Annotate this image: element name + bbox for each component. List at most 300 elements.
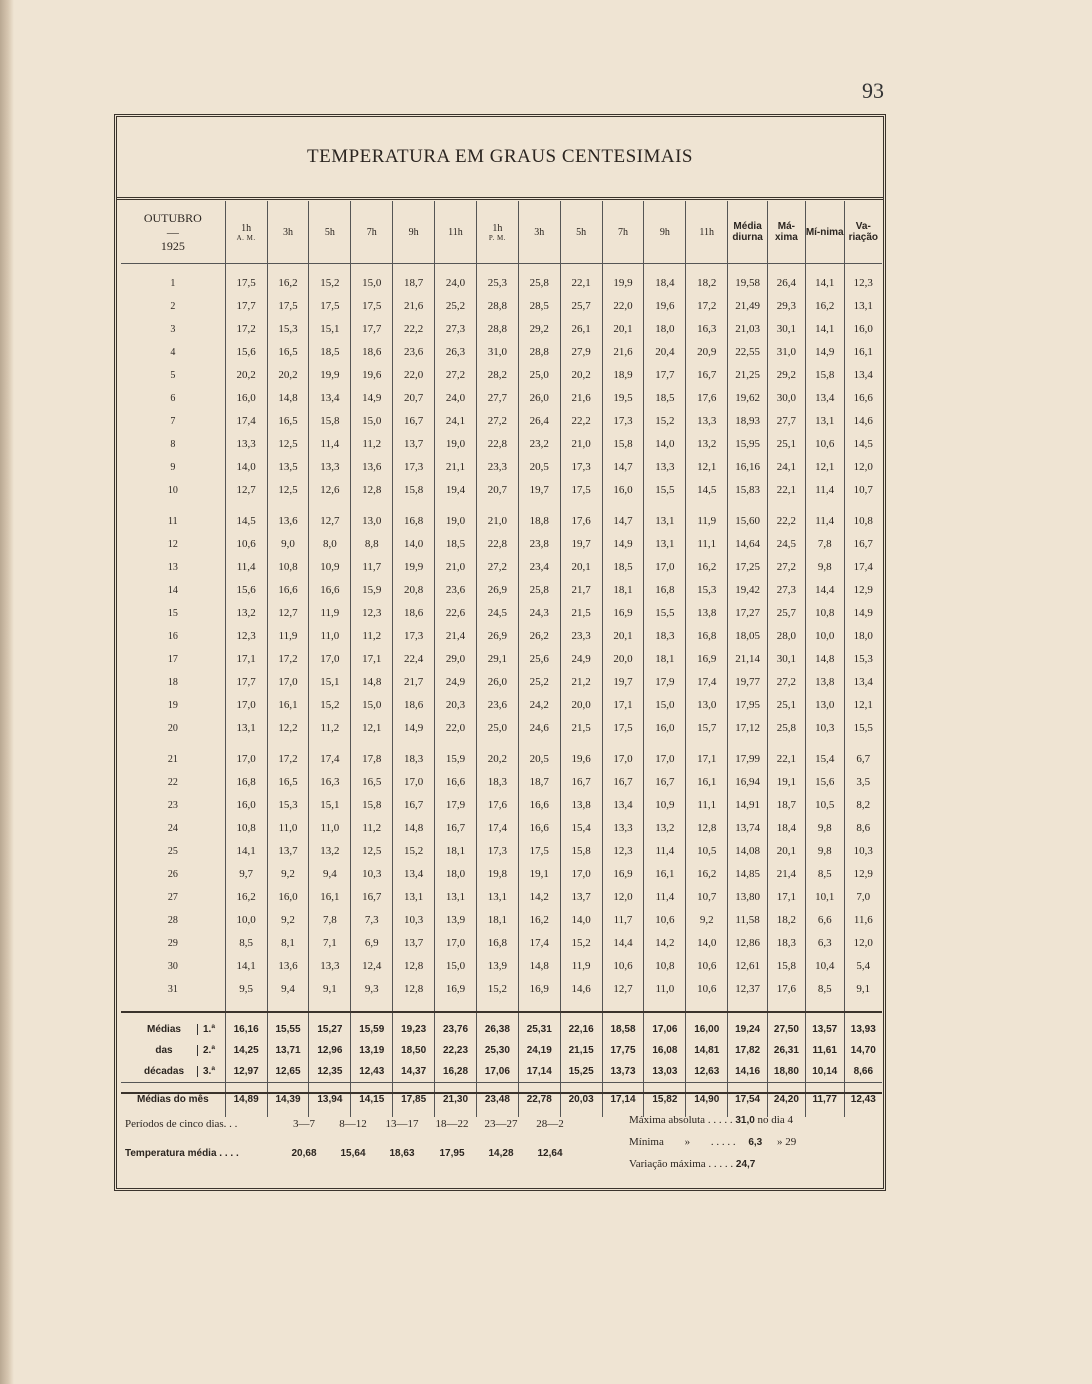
- temp-cell: 16,8: [225, 771, 267, 794]
- temp-cell: 18,3: [768, 932, 806, 955]
- temp-cell: 25,7: [560, 295, 602, 318]
- temp-cell: 13,1: [225, 717, 267, 740]
- temp-cell: 11,6: [853, 914, 873, 926]
- month-mean-cell: 11,77: [805, 1083, 844, 1118]
- temp-cell: 24,5: [476, 602, 518, 625]
- temp-cell: 10,9: [309, 556, 351, 579]
- day-cell: 27: [121, 886, 225, 909]
- temp-cell: 18,7: [393, 272, 435, 295]
- max-variation: Variação máxima . . . . . 24,7: [629, 1158, 756, 1170]
- day-cell: 16: [121, 625, 225, 648]
- temp-cell: 15,8: [805, 364, 844, 387]
- separator-cell: [309, 1001, 351, 1012]
- col-header-minima: Mí-nima: [805, 201, 844, 264]
- spacer-row: [121, 740, 882, 748]
- temp-cell: 14,1: [805, 272, 844, 295]
- absolute-min-value: 6,3: [748, 1137, 763, 1148]
- decade-mean-cell: 15,59: [351, 1012, 393, 1040]
- temp-cell: 19,6: [560, 748, 602, 771]
- temp-cell: 18,3: [393, 748, 435, 771]
- temp-cell: 16,2: [686, 863, 728, 886]
- temp-cell: 12,6: [309, 479, 351, 502]
- temp-cell: 10,3: [805, 717, 844, 740]
- temp-cell: 28,5: [518, 295, 560, 318]
- temp-cell: 26,1: [560, 318, 602, 341]
- temp-cell: 16,7: [602, 771, 644, 794]
- decade-row: [121, 1040, 882, 1061]
- period-range: 3—7: [293, 1118, 315, 1130]
- spacer-cell: [644, 264, 686, 273]
- page-binding-edge: [0, 0, 14, 1384]
- temp-cell: 13,2: [309, 840, 351, 863]
- month-mean-cell: 12,43: [844, 1083, 882, 1118]
- day-cell: 21: [121, 748, 225, 771]
- spacer-cell: [844, 264, 882, 273]
- temp-cell: 17,6: [686, 387, 728, 410]
- temp-cell: 19,42: [728, 579, 768, 602]
- day-cell: 25: [121, 840, 225, 863]
- temp-cell: 15,4: [805, 748, 844, 771]
- temp-cell: 30,0: [768, 387, 806, 410]
- separator-cell: [644, 1001, 686, 1012]
- day-cell: 20: [121, 717, 225, 740]
- temp-cell: 17,0: [225, 694, 267, 717]
- month-mean-cell: 23,48: [476, 1083, 518, 1118]
- temp-cell: 29,0: [435, 648, 477, 671]
- temp-cell: 17,5: [225, 272, 267, 295]
- temp-cell: 17,0: [602, 748, 644, 771]
- temp-cell: 15,2: [476, 978, 518, 1001]
- col-header-media-diurna: Média diurna: [728, 201, 768, 264]
- spacer-cell: [225, 740, 267, 748]
- month-mean-cell: 14,89: [225, 1083, 267, 1118]
- decade-mean-cell: 26,31: [768, 1040, 806, 1061]
- day-cell: 8: [121, 433, 225, 456]
- temp-cell: 13,0: [686, 694, 728, 717]
- temp-cell: 12,8: [393, 955, 435, 978]
- temp-cell: 18,6: [393, 602, 435, 625]
- separator-cell: [476, 1001, 518, 1012]
- temp-cell: 17,7: [225, 671, 267, 694]
- temp-cell: 23,6: [476, 694, 518, 717]
- temp-cell: 28,8: [476, 295, 518, 318]
- temp-cell: 13,1: [476, 886, 518, 909]
- temp-cell: 16,5: [267, 341, 309, 364]
- table-title: TEMPERATURA EM GRAUS CENTESIMAIS: [117, 117, 883, 200]
- temp-cell: 17,8: [351, 748, 393, 771]
- table-row: [121, 364, 882, 387]
- temp-cell: 12,5: [351, 840, 393, 863]
- temp-cell: 22,2: [393, 318, 435, 341]
- temp-cell: 21,5: [560, 717, 602, 740]
- separator-cell: [602, 1001, 644, 1012]
- temp-cell: 17,3: [560, 456, 602, 479]
- temp-cell: 30,1: [768, 648, 806, 671]
- month-mean-cell: 17,14: [602, 1083, 644, 1118]
- temp-cell: 13,4: [805, 387, 844, 410]
- decade-label: [121, 1040, 225, 1061]
- temp-cell: 16,3: [686, 318, 728, 341]
- spacer-cell: [393, 502, 435, 510]
- temp-cell: 16,6: [518, 794, 560, 817]
- table-row: [121, 886, 882, 909]
- temp-cell: 22,0: [393, 364, 435, 387]
- temp-cell: 7,8: [805, 533, 844, 556]
- spacer-cell: [309, 740, 351, 748]
- table-row: [121, 932, 882, 955]
- temp-cell: 14,2: [518, 886, 560, 909]
- decade-mean-cell: 13,19: [351, 1040, 393, 1061]
- temp-cell: 16,7: [393, 794, 435, 817]
- temp-cell: 17,5: [351, 295, 393, 318]
- temp-cell: 21,6: [560, 387, 602, 410]
- spacer-cell: [476, 740, 518, 748]
- temp-cell: 18,1: [644, 648, 686, 671]
- temp-cell: 12,5: [267, 433, 309, 456]
- temp-cell: 25,6: [518, 648, 560, 671]
- temp-cell: 11,7: [602, 909, 644, 932]
- temp-cell: 11,0: [644, 978, 686, 1001]
- temp-cell: 13,8: [686, 602, 728, 625]
- day-cell: 14: [121, 579, 225, 602]
- daily-rows: [121, 264, 882, 1013]
- temp-cell: 16,7: [853, 538, 873, 550]
- temp-cell: 19,9: [309, 364, 351, 387]
- temp-cell: 10,3: [853, 845, 873, 857]
- decade-mean-cell: 13,93: [850, 1024, 876, 1035]
- temp-cell: 25,2: [435, 295, 477, 318]
- temp-cell: 17,0: [309, 648, 351, 671]
- temp-cell: 17,6: [476, 794, 518, 817]
- temp-cell: 20,2: [225, 364, 267, 387]
- temp-cell: 17,2: [686, 295, 728, 318]
- temp-cell: 10,6: [602, 955, 644, 978]
- decade-mean-cell: 14,81: [686, 1040, 728, 1061]
- temp-cell: 20,7: [393, 387, 435, 410]
- temp-cell: 21,7: [560, 579, 602, 602]
- separator-cell: [844, 1001, 882, 1012]
- temp-cell: 19,1: [518, 863, 560, 886]
- temp-cell: 18,05: [728, 625, 768, 648]
- page-number: 93: [862, 78, 884, 103]
- month-mean-cell: 14,15: [351, 1083, 393, 1118]
- temp-cell: 8,2: [856, 799, 871, 811]
- temp-cell: 26,0: [476, 671, 518, 694]
- temp-cell: 15,0: [351, 272, 393, 295]
- spacer-cell: [476, 502, 518, 510]
- temp-cell: 11,4: [309, 433, 351, 456]
- temp-cell: 27,7: [476, 387, 518, 410]
- temp-cell: 26,0: [518, 387, 560, 410]
- day-cell: 23: [121, 794, 225, 817]
- temp-cell: 16,2: [805, 295, 844, 318]
- temp-cell: 6,3: [805, 932, 844, 955]
- temp-cell: 14,91: [728, 794, 768, 817]
- temp-cell: 19,0: [435, 510, 477, 533]
- temp-cell: 13,1: [435, 886, 477, 909]
- temp-cell: 28,0: [768, 625, 806, 648]
- temp-cell: 25,3: [476, 272, 518, 295]
- temp-cell: 16,0: [602, 479, 644, 502]
- temp-cell: 13,1: [805, 410, 844, 433]
- day-cell: 9: [121, 456, 225, 479]
- table-row: [121, 387, 882, 410]
- temp-cell: 17,1: [686, 748, 728, 771]
- temp-cell: 22,4: [393, 648, 435, 671]
- temp-cell: 16,5: [351, 771, 393, 794]
- temp-cell: 16,7: [435, 817, 477, 840]
- separator-row: [121, 1001, 882, 1012]
- temp-cell: 25,7: [768, 602, 806, 625]
- temp-cell: 5,4: [856, 960, 871, 972]
- separator-cell: [435, 1001, 477, 1012]
- spacer-cell: [435, 740, 477, 748]
- temp-cell: 31,0: [768, 341, 806, 364]
- temp-cell: 11,4: [644, 886, 686, 909]
- temp-cell: 11,2: [351, 817, 393, 840]
- temp-cell: 11,0: [309, 817, 351, 840]
- col-header: 3h: [518, 201, 560, 264]
- temp-cell: 19,0: [435, 433, 477, 456]
- temp-cell: 18,5: [435, 533, 477, 556]
- temp-cell: 15,0: [435, 955, 477, 978]
- temp-cell: 15,3: [853, 653, 873, 665]
- day-cell: 30: [121, 955, 225, 978]
- temp-cell: 15,5: [644, 479, 686, 502]
- temp-cell: 13,2: [686, 433, 728, 456]
- temp-cell: 19,77: [728, 671, 768, 694]
- period-range: 23—27: [484, 1118, 518, 1130]
- temp-cell: 15,8: [393, 479, 435, 502]
- temp-cell: 20,2: [476, 748, 518, 771]
- temp-cell: 21,49: [728, 295, 768, 318]
- temp-cell: 15,7: [686, 717, 728, 740]
- temp-cell: 18,2: [686, 272, 728, 295]
- table-row: [121, 433, 882, 456]
- pm-label: P. M.: [488, 233, 506, 242]
- temp-cell: 23,6: [435, 579, 477, 602]
- temp-cell: 15,8: [309, 410, 351, 433]
- month-dash: —: [166, 225, 179, 239]
- temp-cell: 12,61: [728, 955, 768, 978]
- temp-cell: 16,0: [225, 794, 267, 817]
- month-mean-cell: 17,54: [728, 1083, 768, 1118]
- decade-mean-cell: 12,63: [686, 1061, 728, 1083]
- table-row: [121, 479, 882, 502]
- temp-cell: 16,5: [267, 771, 309, 794]
- day-cell: 31: [121, 978, 225, 1001]
- table-row: [121, 341, 882, 364]
- day-cell: 28: [121, 909, 225, 932]
- temp-cell: 13,1: [644, 510, 686, 533]
- day-cell: 18: [121, 671, 225, 694]
- decade-mean-cell: 18,50: [393, 1040, 435, 1061]
- table-row: [121, 272, 882, 295]
- separator-cell: [768, 1001, 806, 1012]
- decade-mean-cell: 15,25: [560, 1061, 602, 1083]
- temp-cell: 12,3: [351, 602, 393, 625]
- temp-cell: 21,5: [560, 602, 602, 625]
- table-row: [121, 625, 882, 648]
- temp-cell: 24,9: [560, 648, 602, 671]
- day-cell: 1: [121, 272, 225, 295]
- decade-mean-cell: 16,28: [435, 1061, 477, 1083]
- temp-cell: 18,0: [644, 318, 686, 341]
- spacer-cell: [728, 740, 768, 748]
- temp-cell: 10,3: [393, 909, 435, 932]
- period-mean-temp: 20,68: [291, 1148, 317, 1159]
- temp-cell: 16,9: [435, 978, 477, 1001]
- temp-cell: 11,4: [225, 556, 267, 579]
- decade-label: [121, 1012, 225, 1040]
- decade-mean-cell: 13,03: [644, 1061, 686, 1083]
- temp-cell: 19,9: [602, 272, 644, 295]
- absolute-max-value: 31,0: [735, 1115, 755, 1126]
- decade-mean-cell: 26,38: [476, 1012, 518, 1040]
- temp-cell: 11,4: [805, 510, 844, 533]
- temp-cell: 17,99: [728, 748, 768, 771]
- temp-cell: 27,2: [435, 364, 477, 387]
- header-row: [121, 201, 882, 264]
- temp-cell: 17,12: [728, 717, 768, 740]
- table-row: [121, 556, 882, 579]
- spacer-cell: [768, 740, 806, 748]
- temp-cell: 14,85: [728, 863, 768, 886]
- temp-cell: 17,95: [728, 694, 768, 717]
- month-mean-cell: 22,78: [518, 1083, 560, 1118]
- temp-cell: 13,3: [644, 456, 686, 479]
- temp-cell: 18,9: [602, 364, 644, 387]
- temp-cell: 10,0: [225, 909, 267, 932]
- decade-mean-cell: 17,14: [518, 1061, 560, 1083]
- temp-cell: 18,1: [435, 840, 477, 863]
- temp-cell: 17,0: [225, 748, 267, 771]
- temp-cell: 17,2: [225, 318, 267, 341]
- temp-cell: 27,7: [768, 410, 806, 433]
- day-cell: 10: [121, 479, 225, 502]
- temp-cell: 20,5: [518, 456, 560, 479]
- am-label: A. M.: [236, 233, 256, 242]
- temp-cell: 14,9: [602, 533, 644, 556]
- period-range: 13—17: [385, 1118, 419, 1130]
- decade-mean-cell: 11,61: [805, 1040, 844, 1061]
- temp-cell: 14,8: [393, 817, 435, 840]
- temp-cell: 15,0: [351, 410, 393, 433]
- temp-cell: 28,8: [518, 341, 560, 364]
- temp-cell: 12,1: [686, 456, 728, 479]
- temp-cell: 14,4: [602, 932, 644, 955]
- temp-cell: 14,8: [518, 955, 560, 978]
- temp-cell: 13,3: [309, 955, 351, 978]
- temp-cell: 12,9: [853, 584, 873, 596]
- temp-cell: 7,3: [351, 909, 393, 932]
- temp-cell: 17,4: [225, 410, 267, 433]
- spacer-cell: [560, 502, 602, 510]
- temp-cell: 21,7: [393, 671, 435, 694]
- temp-cell: 25,1: [768, 694, 806, 717]
- temp-cell: 22,0: [602, 295, 644, 318]
- decade-mean-cell: 22,23: [435, 1040, 477, 1061]
- temp-cell: 18,4: [768, 817, 806, 840]
- spacer-cell: [435, 502, 477, 510]
- temp-cell: 14,1: [225, 840, 267, 863]
- temp-cell: 20,1: [602, 625, 644, 648]
- temp-cell: 15,2: [393, 840, 435, 863]
- temp-cell: 17,1: [351, 648, 393, 671]
- temp-cell: 17,4: [518, 932, 560, 955]
- temp-cell: 12,7: [309, 510, 351, 533]
- temp-cell: 16,8: [393, 510, 435, 533]
- temp-cell: 19,7: [560, 533, 602, 556]
- temp-cell: 11,9: [560, 955, 602, 978]
- temp-cell: 11,4: [644, 840, 686, 863]
- temp-cell: 12,0: [853, 937, 873, 949]
- temp-cell: 9,8: [805, 840, 844, 863]
- temp-cell: 11,9: [309, 602, 351, 625]
- temp-cell: 19,9: [393, 556, 435, 579]
- temp-cell: 21,6: [393, 295, 435, 318]
- temp-cell: 22,2: [768, 510, 806, 533]
- day-cell: 26: [121, 863, 225, 886]
- temp-cell: 18,8: [518, 510, 560, 533]
- temp-cell: 18,0: [853, 630, 873, 642]
- table-frame: [114, 114, 886, 1191]
- decade-mean-cell: 23,76: [435, 1012, 477, 1040]
- temp-cell: 13,4: [393, 863, 435, 886]
- temp-cell: 11,0: [309, 625, 351, 648]
- temp-cell: 15,95: [728, 433, 768, 456]
- temp-cell: 15,1: [309, 794, 351, 817]
- temp-cell: 12,0: [853, 461, 873, 473]
- temp-cell: 13,0: [805, 694, 844, 717]
- temp-cell: 17,7: [225, 295, 267, 318]
- table-row: [121, 318, 882, 341]
- period-range: 28—2: [536, 1118, 564, 1130]
- decade-label: [121, 1061, 225, 1083]
- separator-cell: [351, 1001, 393, 1012]
- temp-cell: 10,8: [644, 955, 686, 978]
- spacer-cell: [518, 264, 560, 273]
- decade-mean-cell: 17,82: [728, 1040, 768, 1061]
- temp-cell: 14,0: [393, 533, 435, 556]
- temp-cell: 9,1: [856, 983, 871, 995]
- month-mean-cell: 14,90: [686, 1083, 728, 1118]
- temp-cell: 13,4: [602, 794, 644, 817]
- temp-cell: 13,2: [225, 602, 267, 625]
- spacer-cell: [225, 502, 267, 510]
- temp-cell: 9,1: [309, 978, 351, 1001]
- temp-cell: 16,1: [853, 346, 873, 358]
- temp-cell: 22,8: [476, 533, 518, 556]
- spacer-cell: [805, 740, 844, 748]
- temp-cell: 21,6: [602, 341, 644, 364]
- spacer-cell: [602, 264, 644, 273]
- temp-cell: 14,8: [351, 671, 393, 694]
- temp-cell: 14,5: [225, 510, 267, 533]
- temp-cell: 10,1: [805, 886, 844, 909]
- temp-cell: 27,2: [768, 556, 806, 579]
- temp-cell: 20,3: [435, 694, 477, 717]
- temp-cell: 16,0: [267, 886, 309, 909]
- table-row: [121, 295, 882, 318]
- temp-cell: 16,8: [476, 932, 518, 955]
- temp-cell: 19,4: [435, 479, 477, 502]
- absolute-min: Mínima » . . . . . 6,3 » 29: [629, 1136, 797, 1148]
- spacer-cell: [805, 502, 844, 510]
- temp-cell: 17,3: [602, 410, 644, 433]
- temp-cell: 21,1: [435, 456, 477, 479]
- temp-cell: 20,4: [644, 341, 686, 364]
